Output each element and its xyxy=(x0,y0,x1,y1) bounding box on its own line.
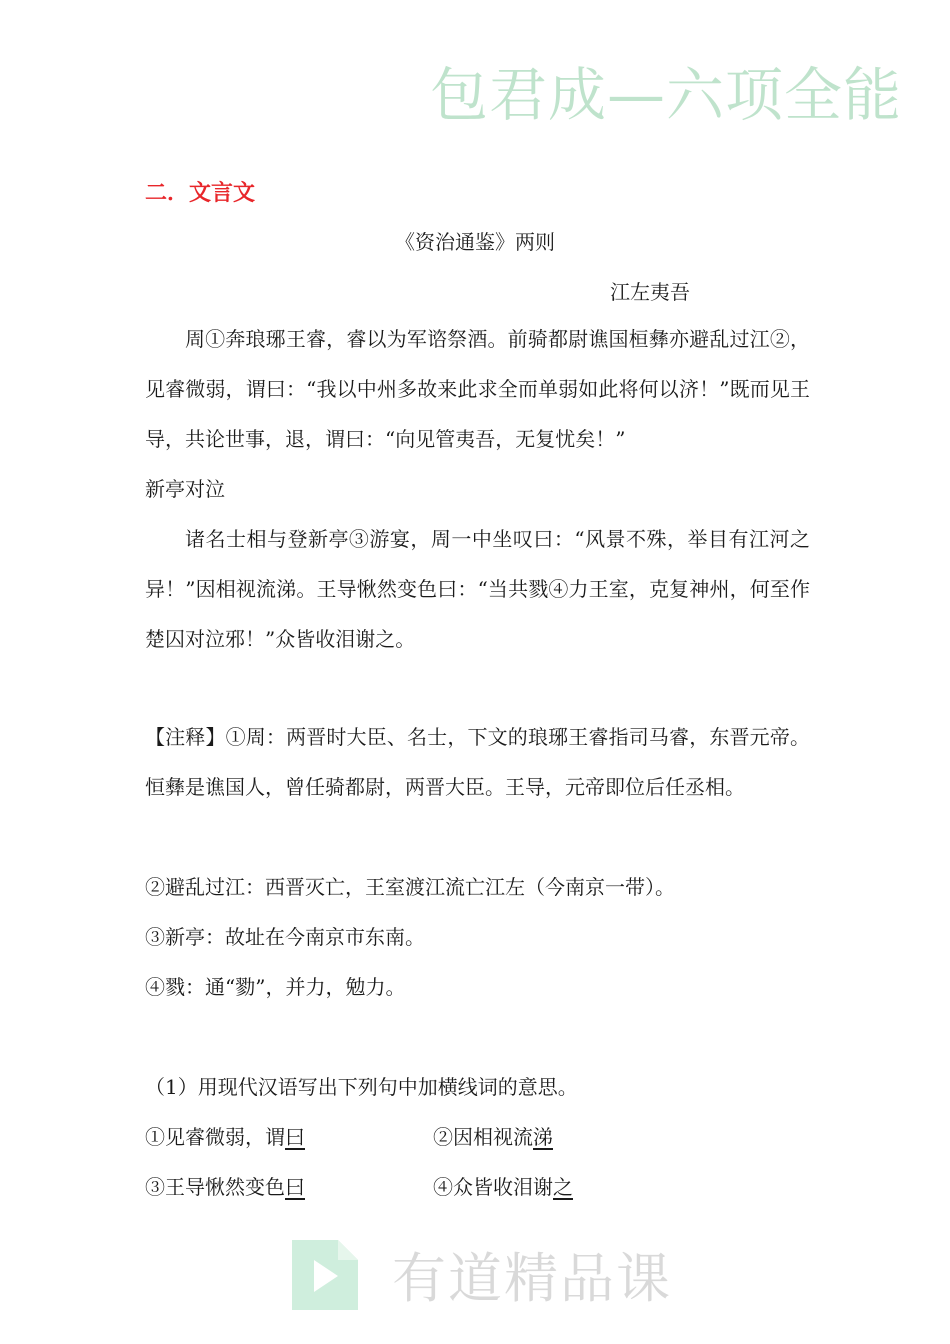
note-3: ③新亭：故址在今南京市东南。 xyxy=(145,925,425,949)
question-item-4-text: ④众皆收泪谢 xyxy=(433,1175,553,1199)
note-1: 【注释】①周：两晋时大臣、名士，下文的琅琊王睿指司马睿，东晋元帝。恒彝是谯国人，曾任骑都尉，两晋大臣。王导，元帝即位后任丞相。 xyxy=(145,725,810,799)
question-item-3-underlined-word: 曰 xyxy=(285,1175,305,1199)
youdao-logo-icon xyxy=(282,1232,368,1316)
note-4: ④戮：通“勠”，并力，勉力。 xyxy=(145,975,406,999)
question-item-3-text: ③王导愀然变色 xyxy=(145,1175,285,1199)
article-title: 《资治通鉴》两则 xyxy=(395,230,555,254)
question-item-3 xyxy=(145,1172,305,1202)
question-item-2-text: ②因相视流 xyxy=(433,1125,533,1149)
article-subtitle: 新亭对泣 xyxy=(145,477,225,501)
question-item-1 xyxy=(145,1122,305,1152)
question-item-1-text: ①见睿微弱，谓 xyxy=(145,1125,285,1149)
question-item-4-underlined-word: 之 xyxy=(553,1175,573,1199)
note-2: ②避乱过江：西晋灭亡，王室渡江流亡江左（今南京一带）。 xyxy=(145,875,675,899)
watermark-top: 包君成—六项全能 xyxy=(429,61,902,129)
question-item-4 xyxy=(433,1172,573,1202)
article-author: 江左夷吾 xyxy=(610,280,690,304)
article-paragraph-2: 诸名士相与登新亭③游宴，周一中坐叹曰：“风景不殊，举目有江河之异！”因相视流涕。王导愀然变色曰：“当共戮④力王室，克复神州，何至作楚囚对泣邪！”众皆收泪谢之。 xyxy=(145,527,810,651)
section-heading: 二．文言文 xyxy=(145,181,256,206)
question-prompt: （1）用现代汉语写出下列句中加横线词的意思。 xyxy=(145,1075,578,1099)
question-item-2-underlined-word: 涕 xyxy=(533,1125,553,1149)
question-item-2 xyxy=(433,1122,553,1152)
watermark-bottom-text: 有道精品课 xyxy=(392,1247,672,1310)
question-item-1-underlined-word: 曰 xyxy=(285,1125,305,1149)
article-paragraph-1: 周①奔琅琊王睿，睿以为军谘祭酒。前骑都尉谯国桓彝亦避乱过江②，见睿微弱，谓曰：“我以中州多故来此求全而单弱如此将何以济！”既而见王导，共论世事，退，谓曰：“向见管夷吾，无复忧矣！” xyxy=(145,327,810,451)
